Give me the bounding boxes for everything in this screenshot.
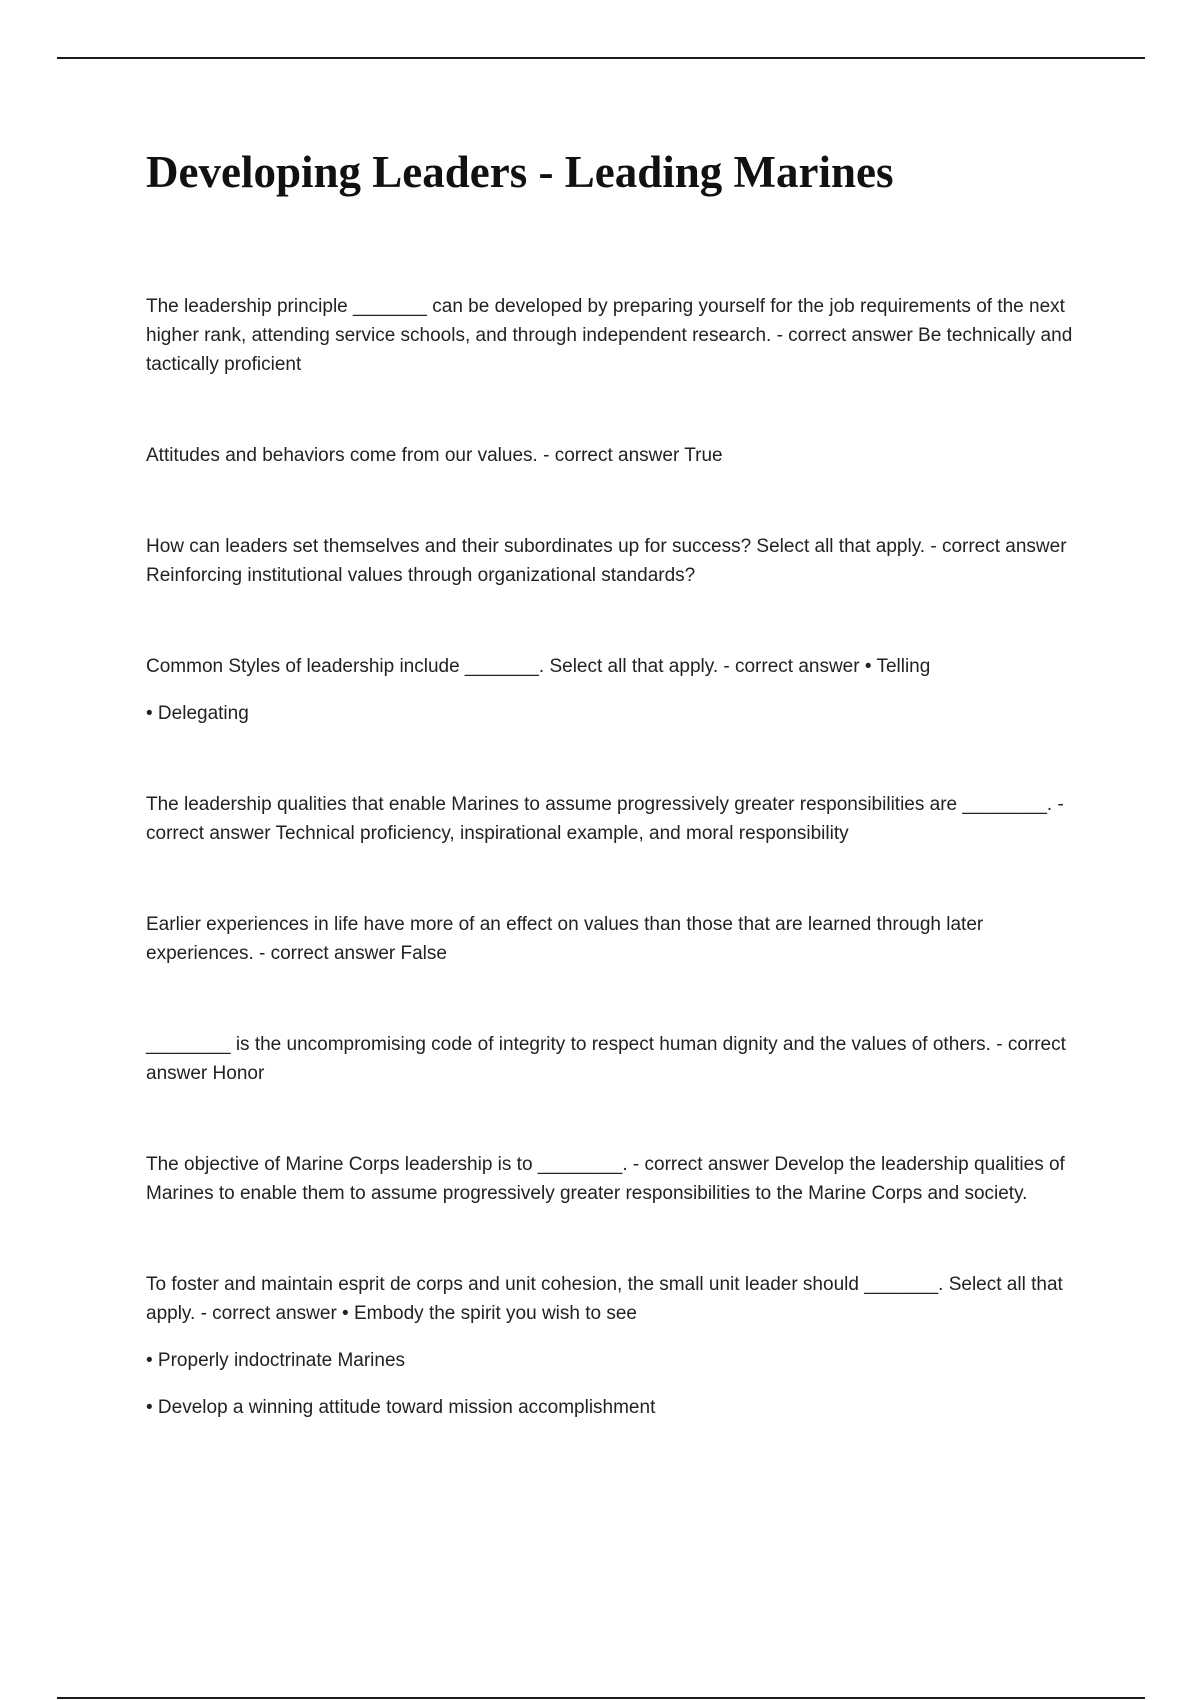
qa-item bbox=[146, 292, 1096, 379]
qa-item bbox=[146, 441, 1096, 470]
qa-bullet: • Delegating bbox=[146, 703, 249, 724]
qa-bullet: • Develop a winning attitude toward mission accomplishment bbox=[146, 1397, 656, 1418]
document-body bbox=[146, 140, 1096, 1484]
qa-text: Common Styles of leadership include _______. Select all that apply. - correct answer • Telling bbox=[146, 656, 931, 677]
qa-text: The objective of Marine Corps leadership is to ________. - correct answer Develop the leadership qualities of Marines to enable them to assume progressively greater responsibilities to the Marine Corps and society. bbox=[146, 1154, 1065, 1204]
document-title: Developing Leaders - Leading Marines bbox=[146, 147, 894, 197]
qa-text: Earlier experiences in life have more of an effect on values than those that are learned through later experiences. - correct answer False bbox=[146, 914, 984, 964]
qa-item bbox=[146, 532, 1096, 590]
bottom-rule bbox=[57, 1697, 1145, 1699]
qa-item bbox=[146, 910, 1096, 968]
qa-text: Attitudes and behaviors come from our values. - correct answer True bbox=[146, 445, 723, 466]
qa-text: To foster and maintain esprit de corps and unit cohesion, the small unit leader should _______. Select all that apply. - correct answer • Embody the spirit you wish to see bbox=[146, 1274, 1063, 1324]
qa-text: How can leaders set themselves and their subordinates up for success? Select all that apply. - correct answer Reinforcing institutional values through organizational standards? bbox=[146, 536, 1067, 586]
qa-text: The leadership qualities that enable Marines to assume progressively greater responsibilities are ________. - correct answer Technical proficiency, inspirational example, and moral responsibility bbox=[146, 794, 1064, 844]
qa-item bbox=[146, 790, 1096, 848]
qa-item bbox=[146, 1150, 1096, 1208]
qa-text: The leadership principle _______ can be developed by preparing yourself for the job requirements of the next higher rank, attending service schools, and through independent research. - correct answer Be technically and tactically proficient bbox=[146, 296, 1073, 375]
top-rule bbox=[57, 57, 1145, 59]
qa-item bbox=[146, 652, 1096, 728]
qa-bullet: • Properly indoctrinate Marines bbox=[146, 1350, 406, 1371]
qa-text: ________ is the uncompromising code of integrity to respect human dignity and the values of others. - correct answer Honor bbox=[146, 1034, 1066, 1084]
qa-item bbox=[146, 1270, 1096, 1422]
qa-item bbox=[146, 1030, 1096, 1088]
